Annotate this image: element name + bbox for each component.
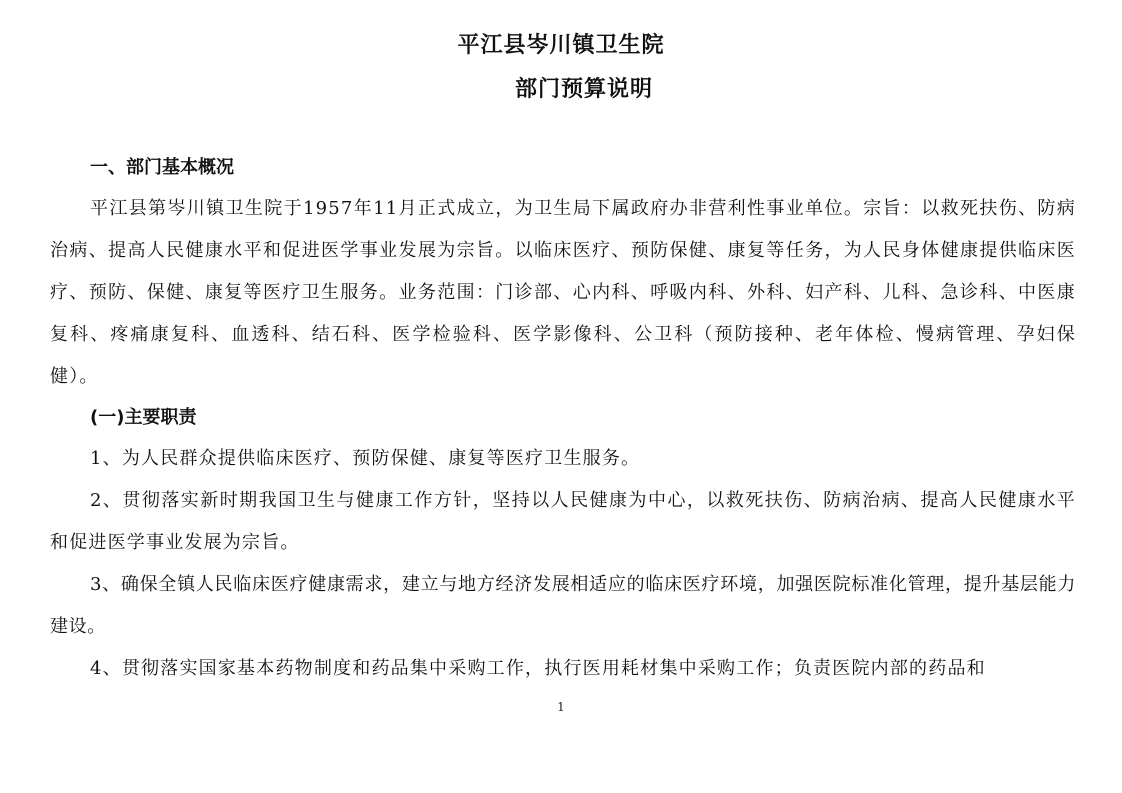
overview-paragraph: 平江县第岑川镇卫生院于1957年11月正式成立，为卫生局下属政府办非营利性事业单位。宗旨：以救死扶伤、防病治病、提高人民健康水平和促进医学事业发展为宗旨。以临床医疗、预防保健、康复等任务，为人民身体健康提供临床医疗、预防、保健、康复等医疗卫生服务。业务范围：门诊部、心内科、呼吸内科、外科、妇产科、儿科、急诊科、中医康复科、疼痛康复科、血透科、结石科、医学检验科、医学影像科、公卫科（预防接种、老年体检、慢病管理、孕妇保健）。 bbox=[50, 198, 1076, 387]
section-heading: 一、部门基本概况 bbox=[90, 157, 234, 178]
document-body bbox=[50, 148, 1076, 690]
duty-item-4: 4、贯彻落实国家基本药物制度和药品集中采购工作，执行医用耗材集中采购工作；负责医院内部的药品和 bbox=[90, 658, 986, 679]
document-title: 平江县岑川镇卫生院 bbox=[457, 33, 665, 58]
page-number: 1 bbox=[557, 700, 565, 714]
duty-item-1: 1、为人民群众提供临床医疗、预防保健、康复等医疗卫生服务。 bbox=[90, 448, 641, 469]
subsection-heading: (一)主要职责 bbox=[90, 407, 197, 428]
document-subtitle: 部门预算说明 bbox=[514, 77, 653, 102]
duty-item-2: 2、贯彻落实新时期我国卫生与健康工作方针，坚持以人民健康为中心，以救死扶伤、防病治病、提高人民健康水平和促进医学事业发展为宗旨。 bbox=[50, 490, 1076, 553]
duty-item-3: 3、确保全镇人民临床医疗健康需求，建立与地方经济发展相适应的临床医疗环境，加强医院标准化管理，提升基层能力建设。 bbox=[50, 574, 1076, 637]
